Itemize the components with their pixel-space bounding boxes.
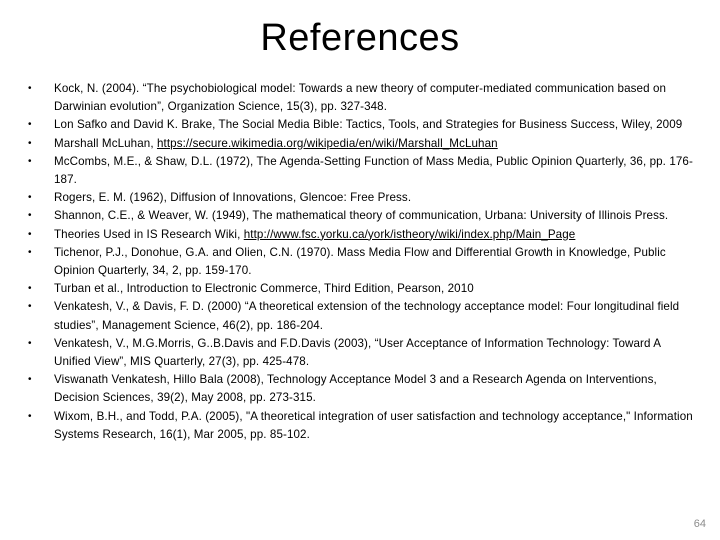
reference-list	[28, 80, 698, 444]
bullet-icon: •	[28, 337, 32, 349]
bullet-icon: •	[28, 119, 32, 131]
reference-item	[28, 189, 698, 207]
reference-text: Rogers, E. M. (1962), Diffusion of Innovations, Glencoe: Free Press.	[54, 191, 412, 205]
reference-text: Venkatesh, V., & Davis, F. D. (2000) “A theoretical extension of the technology acceptance model: Four longitudinal field studies”, Management Science, 46(2), pp. 186-204.	[54, 300, 680, 332]
reference-item	[28, 280, 698, 298]
bullet-icon: •	[28, 83, 32, 94]
reference-text: McCombs, M.E., & Shaw, D.L. (1972), The Agenda-Setting Function of Mass Media, Public Opinion Quarterly, 36, pp. 176-187.	[54, 154, 693, 187]
reference-item	[28, 408, 698, 444]
reference-item	[28, 207, 698, 225]
bullet-icon: •	[28, 192, 32, 204]
reference-item	[28, 135, 698, 153]
reference-text: Shannon, C.E., & Weaver, W. (1949), The mathematical theory of communication, Urbana: University of Illinois Press.	[54, 209, 669, 223]
reference-item	[28, 335, 698, 371]
reference-item	[28, 153, 698, 189]
bullet-icon: •	[28, 283, 32, 295]
reference-text: Venkatesh, V., M.G.Morris, G..B.Davis and F.D.Davis (2003), “User Acceptance of Information Technology: Toward A Unified View”, MIS Quarterly, 27(3), pp. 425-478.	[54, 336, 661, 369]
reference-text: Lon Safko and David K. Brake, The Social Media Bible: Tactics, Tools, and Strategies for Business Success, Wiley, 2009	[54, 118, 683, 132]
bullet-icon: •	[28, 374, 32, 386]
reference-item	[28, 371, 698, 407]
reference-text: Wixom, B.H., and Todd, P.A. (2005), "A theoretical integration of user satisfaction and technology acceptance," Information Systems Research, 16(1), Mar 2005, pp. 85-102.	[54, 409, 693, 441]
reference-item	[28, 244, 698, 280]
reference-link[interactable]: https://secure.wikimedia.org/wikipedia/en/wiki/Marshall_McLuhan	[156, 136, 498, 150]
reference-item	[28, 80, 698, 116]
bullet-icon: •	[28, 301, 32, 313]
reference-text: Tichenor, P.J., Donohue, G.A. and Olien, C.N. (1970). Mass Media Flow and Differential Growth in Knowledge, Public Opinion Quarterly, 34, 2, pp. 159-170.	[54, 245, 666, 278]
reference-text: Theories Used in IS Research Wiki,	[54, 227, 244, 241]
page-number: 64	[693, 518, 706, 530]
bullet-icon: •	[28, 137, 32, 149]
bullet-icon: •	[28, 410, 32, 422]
bullet-icon: •	[28, 210, 32, 222]
page-title: References	[260, 17, 460, 59]
bullet-icon: •	[28, 246, 32, 258]
reference-item	[28, 116, 698, 134]
reference-item	[28, 298, 698, 334]
reference-text: Kock, N. (2004). “The psychobiological model: Towards a new theory of computer-mediated communication based on Darwinian evolution”, Organization Science, 15(3), pp. 327-348.	[54, 82, 667, 114]
reference-text: Viswanath Venkatesh, Hillo Bala (2008), Technology Acceptance Model 3 and a Research Agenda on Interventions, Decision Sciences, 39(2), May 2008, pp. 273-315.	[54, 373, 657, 405]
reference-text: Marshall McLuhan,	[54, 136, 157, 150]
bullet-icon: •	[28, 155, 32, 167]
bullet-icon: •	[28, 228, 32, 240]
reference-link[interactable]: http://www.fsc.yorku.ca/york/istheory/wiki/index.php/Main_Page	[243, 227, 576, 241]
reference-text: Turban et al., Introduction to Electronic Commerce, Third Edition, Pearson, 2010	[54, 282, 474, 296]
reference-item	[28, 226, 698, 244]
